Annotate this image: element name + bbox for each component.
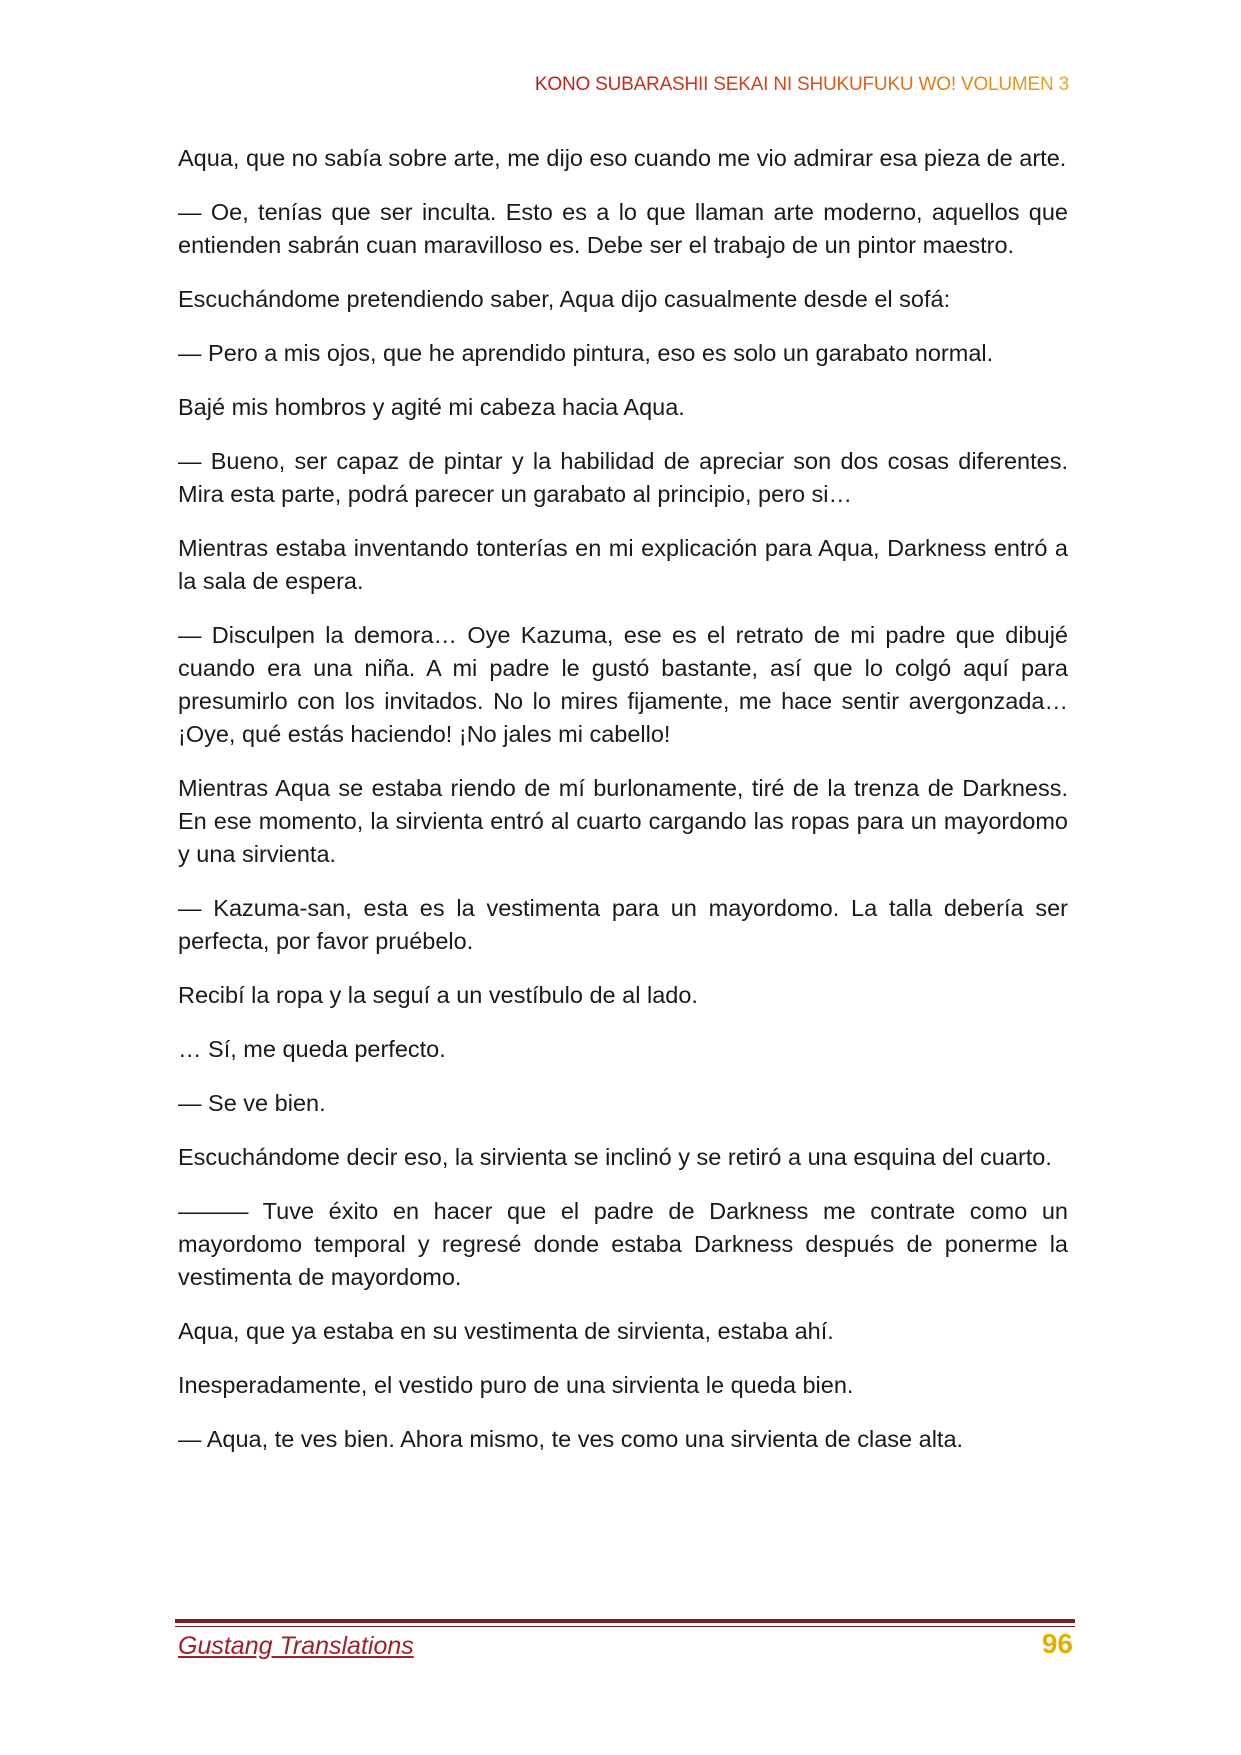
footer-brand-link[interactable]: Gustang Translations [178,1632,414,1660]
running-header: KONO SUBARASHII SEKAI NI SHUKUFUKU WO! VOLUMEN 3 [534,74,1069,95]
paragraph: Mientras estaba inventando tonterías en mi explicación para Aqua, Darkness entró a la sala de espera. [178,535,1068,594]
paragraph: — Oe, tenías que ser inculta. Esto es a lo que llaman arte moderno, aquellos que entienden sabrán cuan maravilloso es. Debe ser el trabajo de un pintor maestro. [178,199,1068,258]
paragraph: Recibí la ropa y la seguí a un vestíbulo de al lado. [178,982,698,1008]
paragraph: — Pero a mis ojos, que he aprendido pintura, eso es solo un garabato normal. [178,340,994,366]
paragraph: — Aqua, te ves bien. Ahora mismo, te ves como una sirvienta de clase alta. [178,1426,964,1452]
paragraph: ——— Tuve éxito en hacer que el padre de Darkness me contrate como un mayordomo temporal y regresé donde estaba Darkness después de ponerme la vestimenta de mayordomo. [178,1198,1068,1290]
paragraph: … Sí, me queda perfecto. [178,1036,446,1062]
paragraph: Escuchándome decir eso, la sirvienta se inclinó y se retiró a una esquina del cuarto. [178,1144,1052,1170]
paragraph: Aqua, que ya estaba en su vestimenta de sirvienta, estaba ahí. [178,1318,834,1344]
paragraph: Mientras Aqua se estaba riendo de mí burlonamente, tiré de la trenza de Darkness. En ese momento, la sirvienta entró al cuarto cargando las ropas para un mayordomo y una sirvienta. [178,775,1068,867]
paragraph: — Se ve bien. [178,1090,326,1116]
footer-divider [175,1619,1075,1623]
body-text [178,142,1068,1477]
paragraph: — Disculpen la demora… Oye Kazuma, ese es el retrato de mi padre que dibujé cuando era una niña. A mi padre le gustó bastante, así que lo colgó aquí para presumirlo con los invitados. No lo mires fijamente, me hace sentir avergonzada… ¡Oye, qué estás haciendo! ¡No jales mi cabello! [178,622,1068,747]
page-number: 96 [1041,1628,1073,1659]
paragraph: — Bueno, ser capaz de pintar y la habilidad de apreciar son dos cosas diferentes. Mira esta parte, podrá parecer un garabato al principio, pero si… [178,448,1068,507]
footer-divider-thin [175,1626,1075,1627]
paragraph: Escuchándome pretendiendo saber, Aqua dijo casualmente desde el sofá: [178,286,951,312]
paragraph: Inesperadamente, el vestido puro de una sirvienta le queda bien. [178,1372,854,1398]
paragraph: Aqua, que no sabía sobre arte, me dijo eso cuando me vio admirar esa pieza de arte. [178,145,1067,171]
paragraph: — Kazuma-san, esta es la vestimenta para un mayordomo. La talla debería ser perfecta, por favor pruébelo. [178,895,1068,954]
paragraph: Bajé mis hombros y agité mi cabeza hacia Aqua. [178,394,685,420]
